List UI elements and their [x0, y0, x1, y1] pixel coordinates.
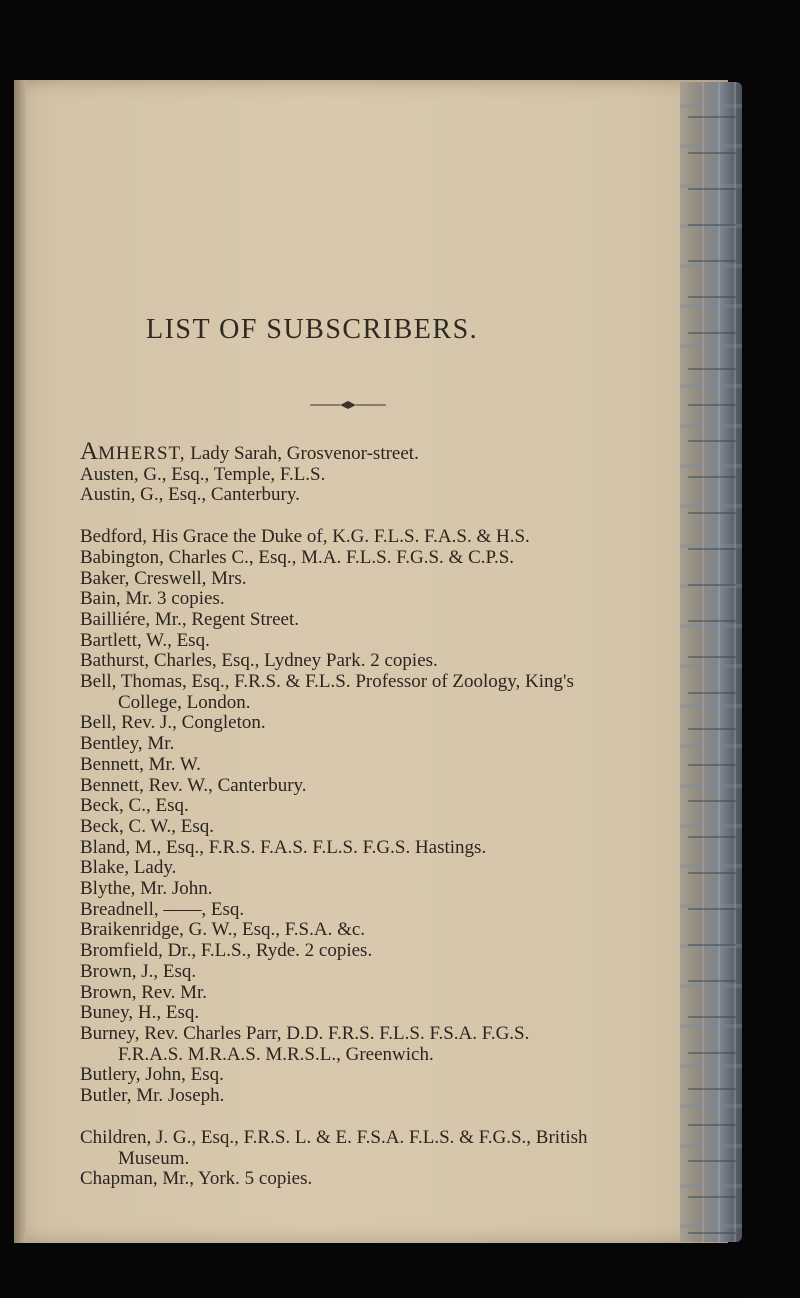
subscriber-entry: Blythe, Mr. John.	[80, 878, 213, 900]
subscriber-entry: Buney, H., Esq.	[80, 1002, 200, 1024]
subscriber-entry: Bentley, Mr.	[80, 733, 175, 755]
subscriber-entry: Bennett, Rev. W., Canterbury.	[80, 774, 307, 796]
subscriber-entry: Austin, G., Esq., Canterbury.	[80, 484, 300, 506]
subscriber-group-b	[80, 527, 680, 1107]
subscriber-entry: Breadnell, ——, Esq.	[80, 898, 245, 920]
subscriber-entry: Brown, J., Esq.	[80, 960, 197, 982]
subscriber-entry: Beck, C., Esq.	[80, 795, 189, 817]
subscriber-entry: Austen, G., Esq., Temple, F.L.S.	[80, 463, 326, 485]
drop-cap: A	[80, 438, 99, 465]
subscriber-entry-continuation: Museum.	[118, 1147, 190, 1169]
subscriber-entry: Brown, Rev. Mr.	[80, 981, 208, 1003]
subscriber-entry: Bartlett, W., Esq.	[80, 629, 210, 651]
subscriber-entry: Bland, M., Esq., F.R.S. F.A.S. F.L.S. F.G.S. Hastings.	[80, 836, 487, 858]
subscriber-entry	[80, 438, 680, 465]
group-spacer	[80, 506, 680, 527]
subscriber-entry: Bailliére, Mr., Regent Street.	[80, 608, 299, 630]
group-spacer	[80, 1107, 680, 1128]
subscriber-entry: Chapman, Mr., York. 5 copies.	[80, 1168, 313, 1190]
subscriber-entry: Bell, Thomas, Esq., F.R.S. & F.L.S. Professor of Zoology, King's	[80, 671, 574, 693]
subscriber-entry: Bell, Rev. J., Congleton.	[80, 712, 266, 734]
subscriber-entry: Bedford, His Grace the Duke of, K.G. F.L.S. F.A.S. & H.S.	[80, 526, 530, 548]
subscriber-entry: Bromfield, Dr., F.L.S., Ryde. 2 copies.	[80, 940, 373, 962]
subscriber-list	[80, 438, 680, 1190]
decorative-binding-border	[680, 82, 742, 1242]
subscriber-entry: Bennett, Mr. W.	[80, 753, 201, 775]
title-ornament-rule	[310, 400, 386, 410]
subscriber-entry: Bain, Mr. 3 copies.	[80, 588, 225, 610]
subscriber-entry: Braikenridge, G. W., Esq., F.S.A. &c.	[80, 919, 366, 941]
subscriber-entry: Butlery, John, Esq.	[80, 1064, 224, 1086]
subscriber-entry: Butler, Mr. Joseph.	[80, 1085, 225, 1107]
background-margin	[742, 0, 800, 1298]
subscriber-entry: Bathurst, Charles, Esq., Lydney Park. 2 copies.	[80, 650, 438, 672]
entry-text: Lady Sarah, Grosvenor-street.	[185, 443, 419, 464]
page-title: LIST OF SUBSCRIBERS.	[146, 314, 479, 345]
subscriber-group-c	[80, 1128, 680, 1190]
subscriber-entry: Children, J. G., Esq., F.R.S. L. & E. F.S.A. F.L.S. & F.G.S., British	[80, 1126, 588, 1148]
subscriber-group-a	[80, 438, 680, 506]
entry-surname: MHERST,	[98, 443, 186, 464]
subscriber-entry: Blake, Lady.	[80, 857, 177, 879]
subscriber-entry-continuation: F.R.A.S. M.R.A.S. M.R.S.L., Greenwich.	[118, 1043, 434, 1065]
border-ornament-pattern	[688, 82, 736, 1242]
subscriber-entry: Beck, C. W., Esq.	[80, 815, 215, 837]
page-edge-shadow	[14, 80, 26, 1243]
subscriber-entry: Babington, Charles C., Esq., M.A. F.L.S. F.G.S. & C.P.S.	[80, 546, 515, 568]
subscriber-entry-continuation: College, London.	[118, 691, 251, 713]
subscriber-entry: Burney, Rev. Charles Parr, D.D. F.R.S. F.L.S. F.S.A. F.G.S.	[80, 1022, 530, 1044]
subscriber-entry: Baker, Creswell, Mrs.	[80, 567, 247, 589]
